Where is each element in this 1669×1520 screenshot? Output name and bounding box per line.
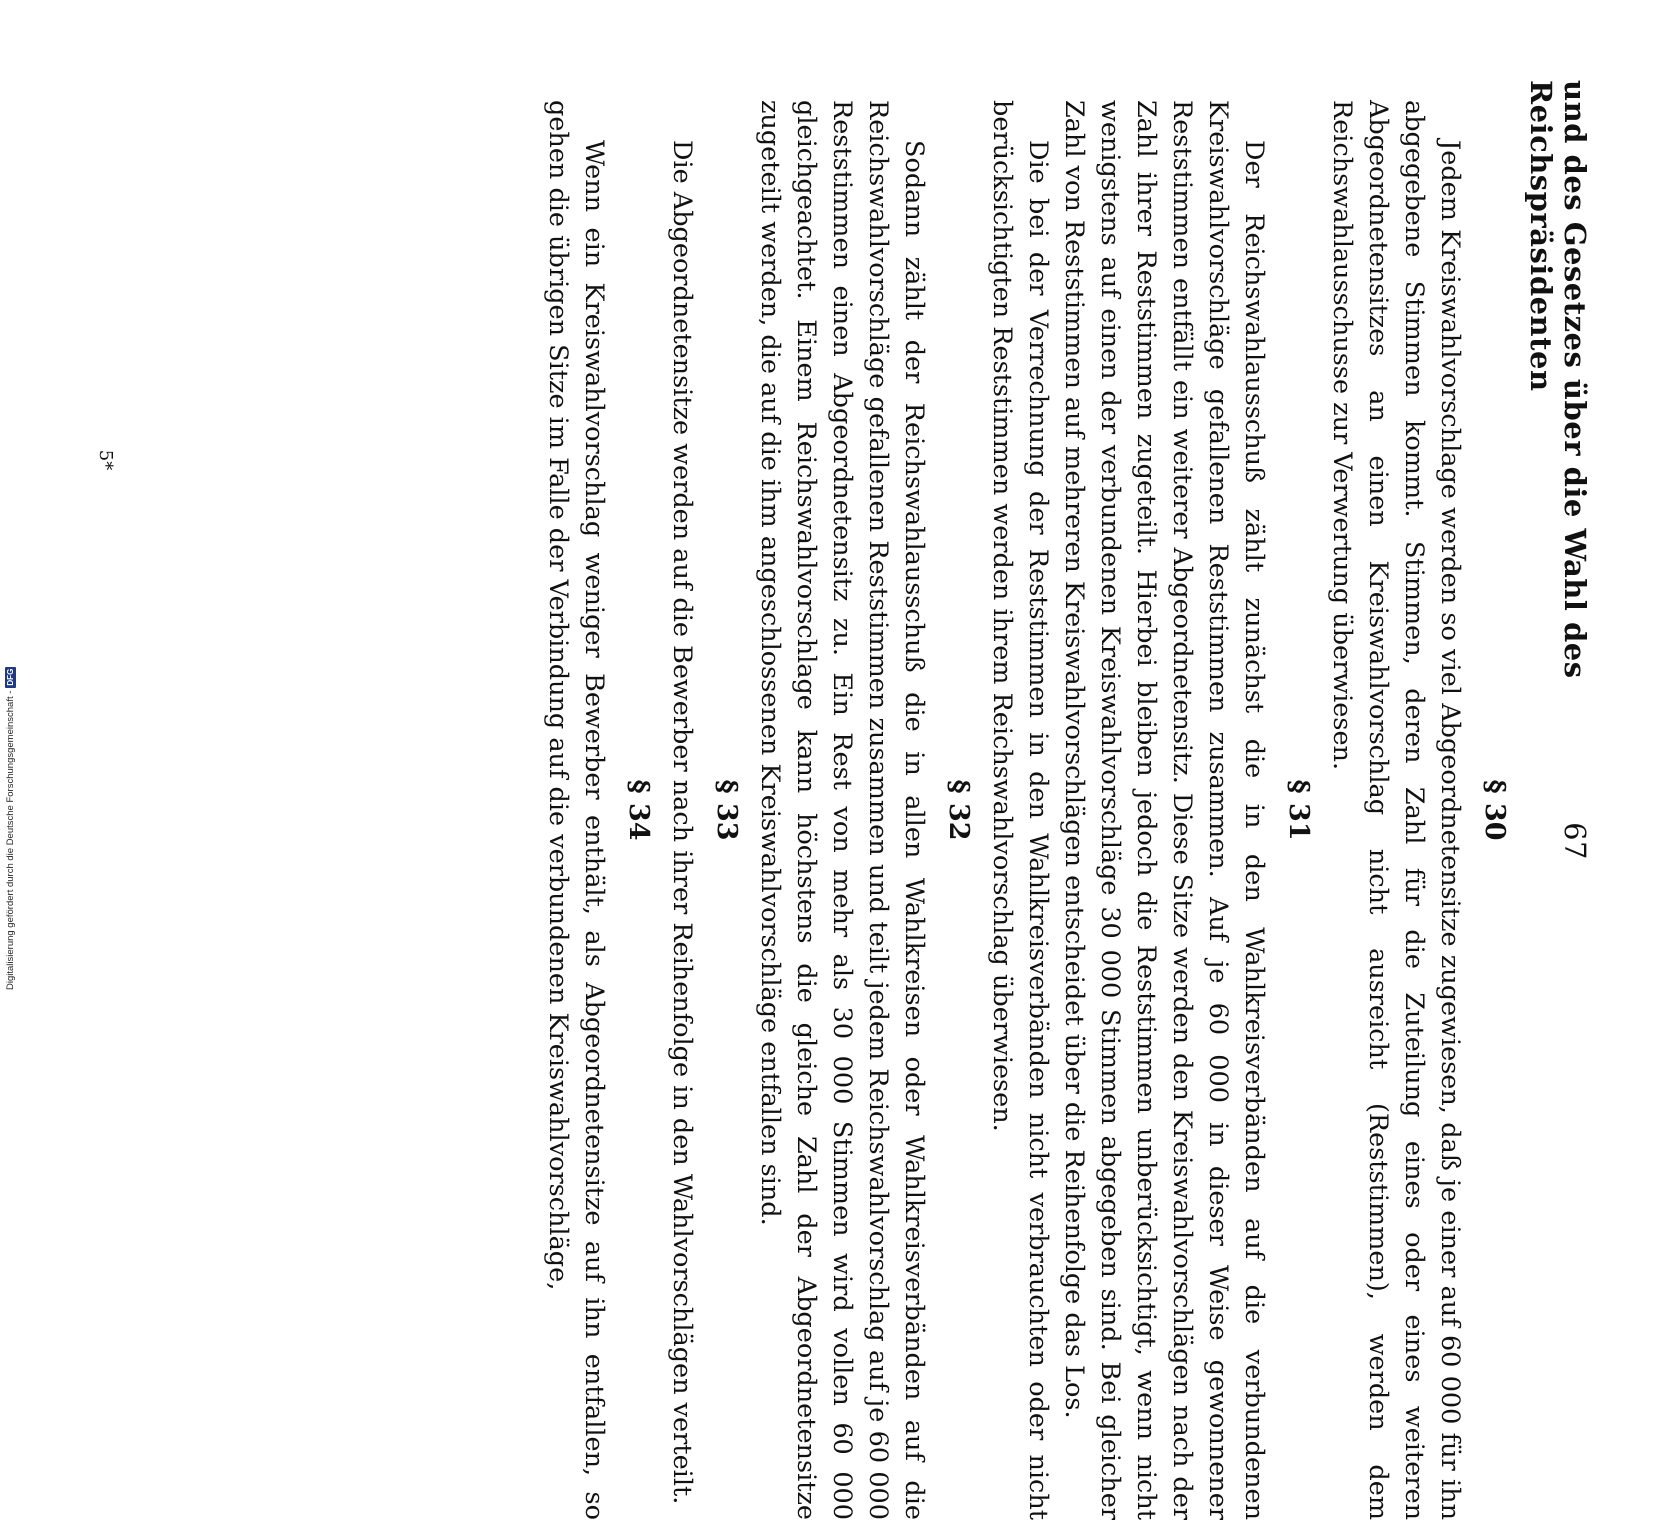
section-32 (752, 100, 976, 1520)
section-34 (540, 100, 656, 1520)
page-number: 67 (1558, 822, 1592, 860)
section-heading: § 32 (943, 779, 974, 841)
paragraph: Wenn ein Kreiswahlvorschlag weniger Bewerber enthält, als Abgeordnetensitze auf ihn entfallen, so gehen die übrigen Sitze im Falle der Verbindung auf die verbundenen Kreiswahlvorschläge, (543, 100, 609, 1520)
paragraph: Jedem Kreiswahlvorschlage werden so viel Abgeordnetensitze zugewiesen, daß je einer auf 60 000 für ihn abgegebene Stimmen kommt. Stimmen, deren Zahl für die Zuteilung eines oder eines weiteren Abgeordnetensitzes an einen Kreiswahlvorschlag nicht ausreicht (Reststimmen), werden dem Reichswahlausschusse zur Verwertung überwiesen. (1327, 100, 1465, 1520)
section-heading: § 34 (623, 779, 654, 841)
dfg-logo: DFG (5, 668, 15, 686)
paragraph: Der Reichswahlausschuß zählt zunächst die in den Wahlkreisverbänden auf die verbundenen Kreiswahlvorschläge gefallenen Reststimmen zusammen. Auf je 60 000 in dieser Weise gewonnener Reststimmen entfällt ein weiterer Abgeordnetensitz. Diese Sitze werden den Kreiswahlvorschlägen nach der Zahl ihrer Reststimmen zugeteilt. Hierbei bleiben jedoch die Reststimmen unberücksichtigt, wenn nicht wenigstens auf einen der verbundenen Kreiswahlvorschläge 30 000 Stimmen abgegeben sind. Bei gleicher Zahl von Reststimmen auf mehreren Kreiswahlvorschlägen entscheidet über die Reihenfolge das Los. (1059, 100, 1269, 1520)
paragraph: Die bei der Verrechnung der Reststimmen in den Wahlkreisverbänden nicht verbrauchten oder nicht berücksichtigten Reststimmen werden ihrem Reichswahlvorschlag überwiesen. (987, 100, 1053, 1520)
section-33 (664, 100, 744, 1520)
rotated-page (65, 20, 1620, 1520)
section-heading: § 33 (711, 779, 742, 841)
sheet-signature: 5* (95, 449, 116, 471)
page-content (540, 100, 1520, 1520)
paragraph: Sodann zählt der Reichswahlausschuß die in allen Wahlkreisen oder Wahlkreisverbänden auf die Reichswahlvorschläge gefallenen Reststimmen zusammen und teilt jedem Reichswahlvorschlag auf je 60 000 Reststimmen einen Abgeordnetensitz zu. Ein Rest von mehr als 30 000 Stimmen wird vollen 60 000 gleichgeachtet. Einem Reichswahlvorschlage kann höchstens die gleiche Zahl der Abgeordnetensitze zugeteilt werden, die auf die ihm angeschlossenen Kreiswahlvorschläge entfallen sind. (755, 100, 929, 1520)
paragraph: Die Abgeordnetensitze werden auf die Bewerber nach ihrer Reihenfolge in den Wahlvorschlägen verteilt. (667, 140, 697, 1505)
page-title: und des Gesetzes über die Wahl des Reichspräsidenten (1524, 80, 1592, 679)
section-heading: § 31 (1283, 779, 1314, 841)
digitization-note (2, 560, 18, 990)
section-31 (984, 100, 1316, 1520)
section-30 (1324, 100, 1512, 1520)
section-heading: § 30 (1479, 779, 1510, 841)
digitization-credit: Digitalisierung gefördert durch die Deutsche Forschungsgemeinschaft - (4, 690, 16, 990)
